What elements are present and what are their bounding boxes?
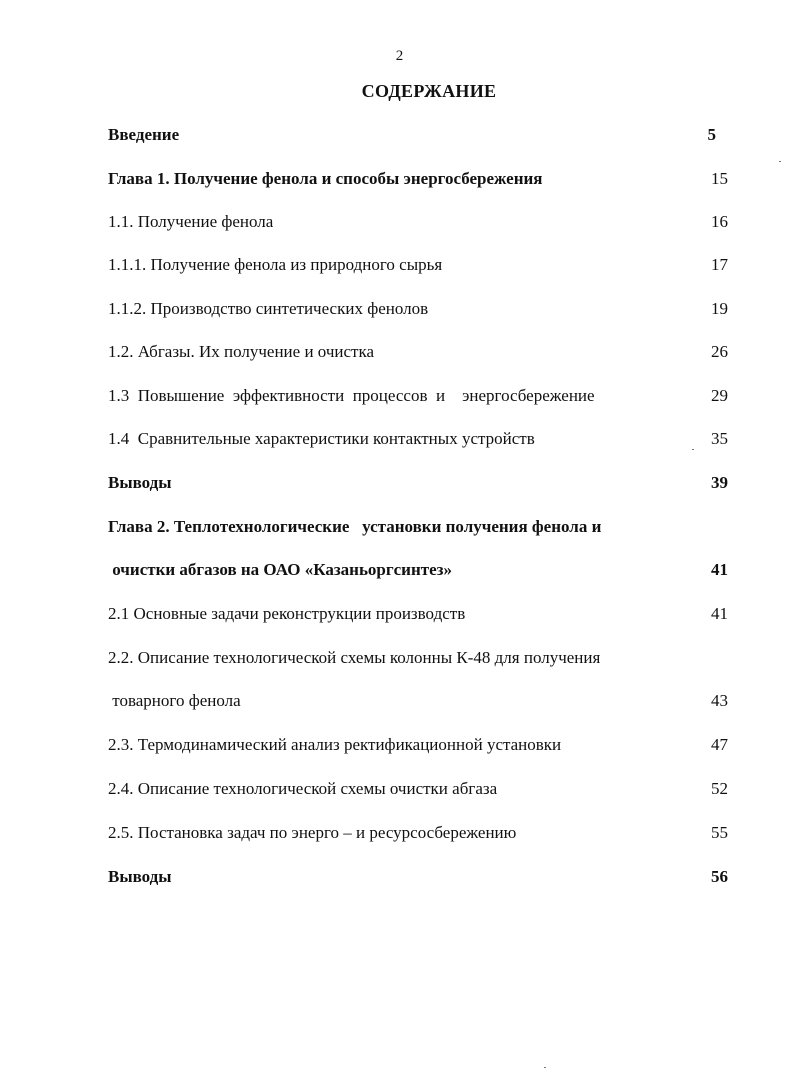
toc-entry-chapter-2-line-2[interactable] (108, 559, 728, 581)
toc-entry-label: товарного фенола (108, 691, 241, 710)
toc-entry-page: 5 (707, 125, 716, 144)
toc-entry-1-1-1[interactable] (108, 254, 728, 276)
toc-entry-label: Выводы (108, 867, 172, 886)
toc-entry-conclusions-1[interactable] (108, 472, 728, 494)
toc-entry-page: 16 (711, 212, 728, 231)
toc-entry-page: 55 (711, 823, 728, 842)
toc-entry-label: 1.1. Получение фенола (108, 212, 274, 231)
toc-entry-page: 29 (711, 386, 728, 405)
toc-entry-label: 1.3 Повышение эффективности процессов и энергосбережение (108, 386, 595, 405)
toc-entry-label: очистки абгазов на ОАО «Казаньоргсинтез» (108, 560, 452, 579)
toc-entry-page: 15 (711, 169, 728, 188)
toc-entry-1-4[interactable] (108, 428, 728, 450)
toc-entry-2-4[interactable] (108, 778, 728, 800)
scan-speck (779, 161, 781, 162)
toc-entry-1-2[interactable] (108, 341, 728, 363)
toc-entry-page: 47 (711, 735, 728, 754)
toc-entry-page: 43 (711, 691, 728, 710)
toc-entry-page: 52 (711, 779, 728, 798)
toc-entry-page: 26 (711, 342, 728, 361)
toc-entry-2-5[interactable] (108, 822, 728, 844)
toc-entry-page: 35 (711, 429, 728, 448)
toc-entry-page: 19 (711, 299, 728, 318)
toc-entry-2-1[interactable] (108, 603, 728, 625)
toc-entry-label: 2.4. Описание технологической схемы очистки абгаза (108, 779, 498, 798)
toc-entry-label: 1.1.1. Получение фенола из природного сырья (108, 255, 443, 274)
toc-entry-label: 2.1 Основные задачи реконструкции производств (108, 604, 466, 623)
toc-entry-page: 41 (711, 604, 728, 623)
toc-entry-1-1[interactable] (108, 211, 728, 233)
toc-entry-2-2-line-1[interactable] (108, 647, 728, 669)
page-title: СОДЕРЖАНИЕ (361, 81, 497, 101)
toc-entry-label: Глава 2. Теплотехнологические установки получения фенола и (108, 517, 602, 536)
toc-entry-label: 2.3. Термодинамический анализ ректификационной установки (108, 735, 562, 754)
toc-entry-label: 1.4 Сравнительные характеристики контактных устройств (108, 429, 535, 448)
toc-entry-page: 56 (711, 867, 728, 886)
scan-speck (692, 449, 694, 450)
toc-entry-page: 41 (711, 560, 728, 579)
toc-entry-label: 1.2. Абгазы. Их получение и очистка (108, 342, 375, 361)
toc-entry-introduction[interactable] (108, 124, 728, 146)
toc-entry-label: 2.2. Описание технологической схемы колонны К-48 для получения (108, 648, 601, 667)
toc-entry-conclusions-2[interactable] (108, 866, 728, 888)
toc-entry-chapter-2-line-1[interactable] (108, 516, 728, 538)
scan-speck (544, 1067, 546, 1068)
toc-entry-chapter-1[interactable] (108, 168, 728, 190)
toc-entry-1-1-2[interactable] (108, 298, 728, 320)
toc-entry-2-3[interactable] (108, 734, 728, 756)
page-number: 2 (395, 48, 404, 64)
toc-entry-label: 2.5. Постановка задач по энерго – и ресурсосбережению (108, 823, 517, 842)
toc-entry-label: Введение (108, 125, 180, 144)
toc-entry-2-2-line-2[interactable] (108, 690, 728, 712)
toc-entry-page: 39 (711, 473, 728, 492)
toc-entry-label: Глава 1. Получение фенола и способы энергосбережения (108, 169, 543, 188)
toc-entry-label: Выводы (108, 473, 172, 492)
toc-entry-1-3[interactable] (108, 385, 728, 407)
toc-entry-label: 1.1.2. Производство синтетических фенолов (108, 299, 429, 318)
toc-entry-page: 17 (711, 255, 728, 274)
